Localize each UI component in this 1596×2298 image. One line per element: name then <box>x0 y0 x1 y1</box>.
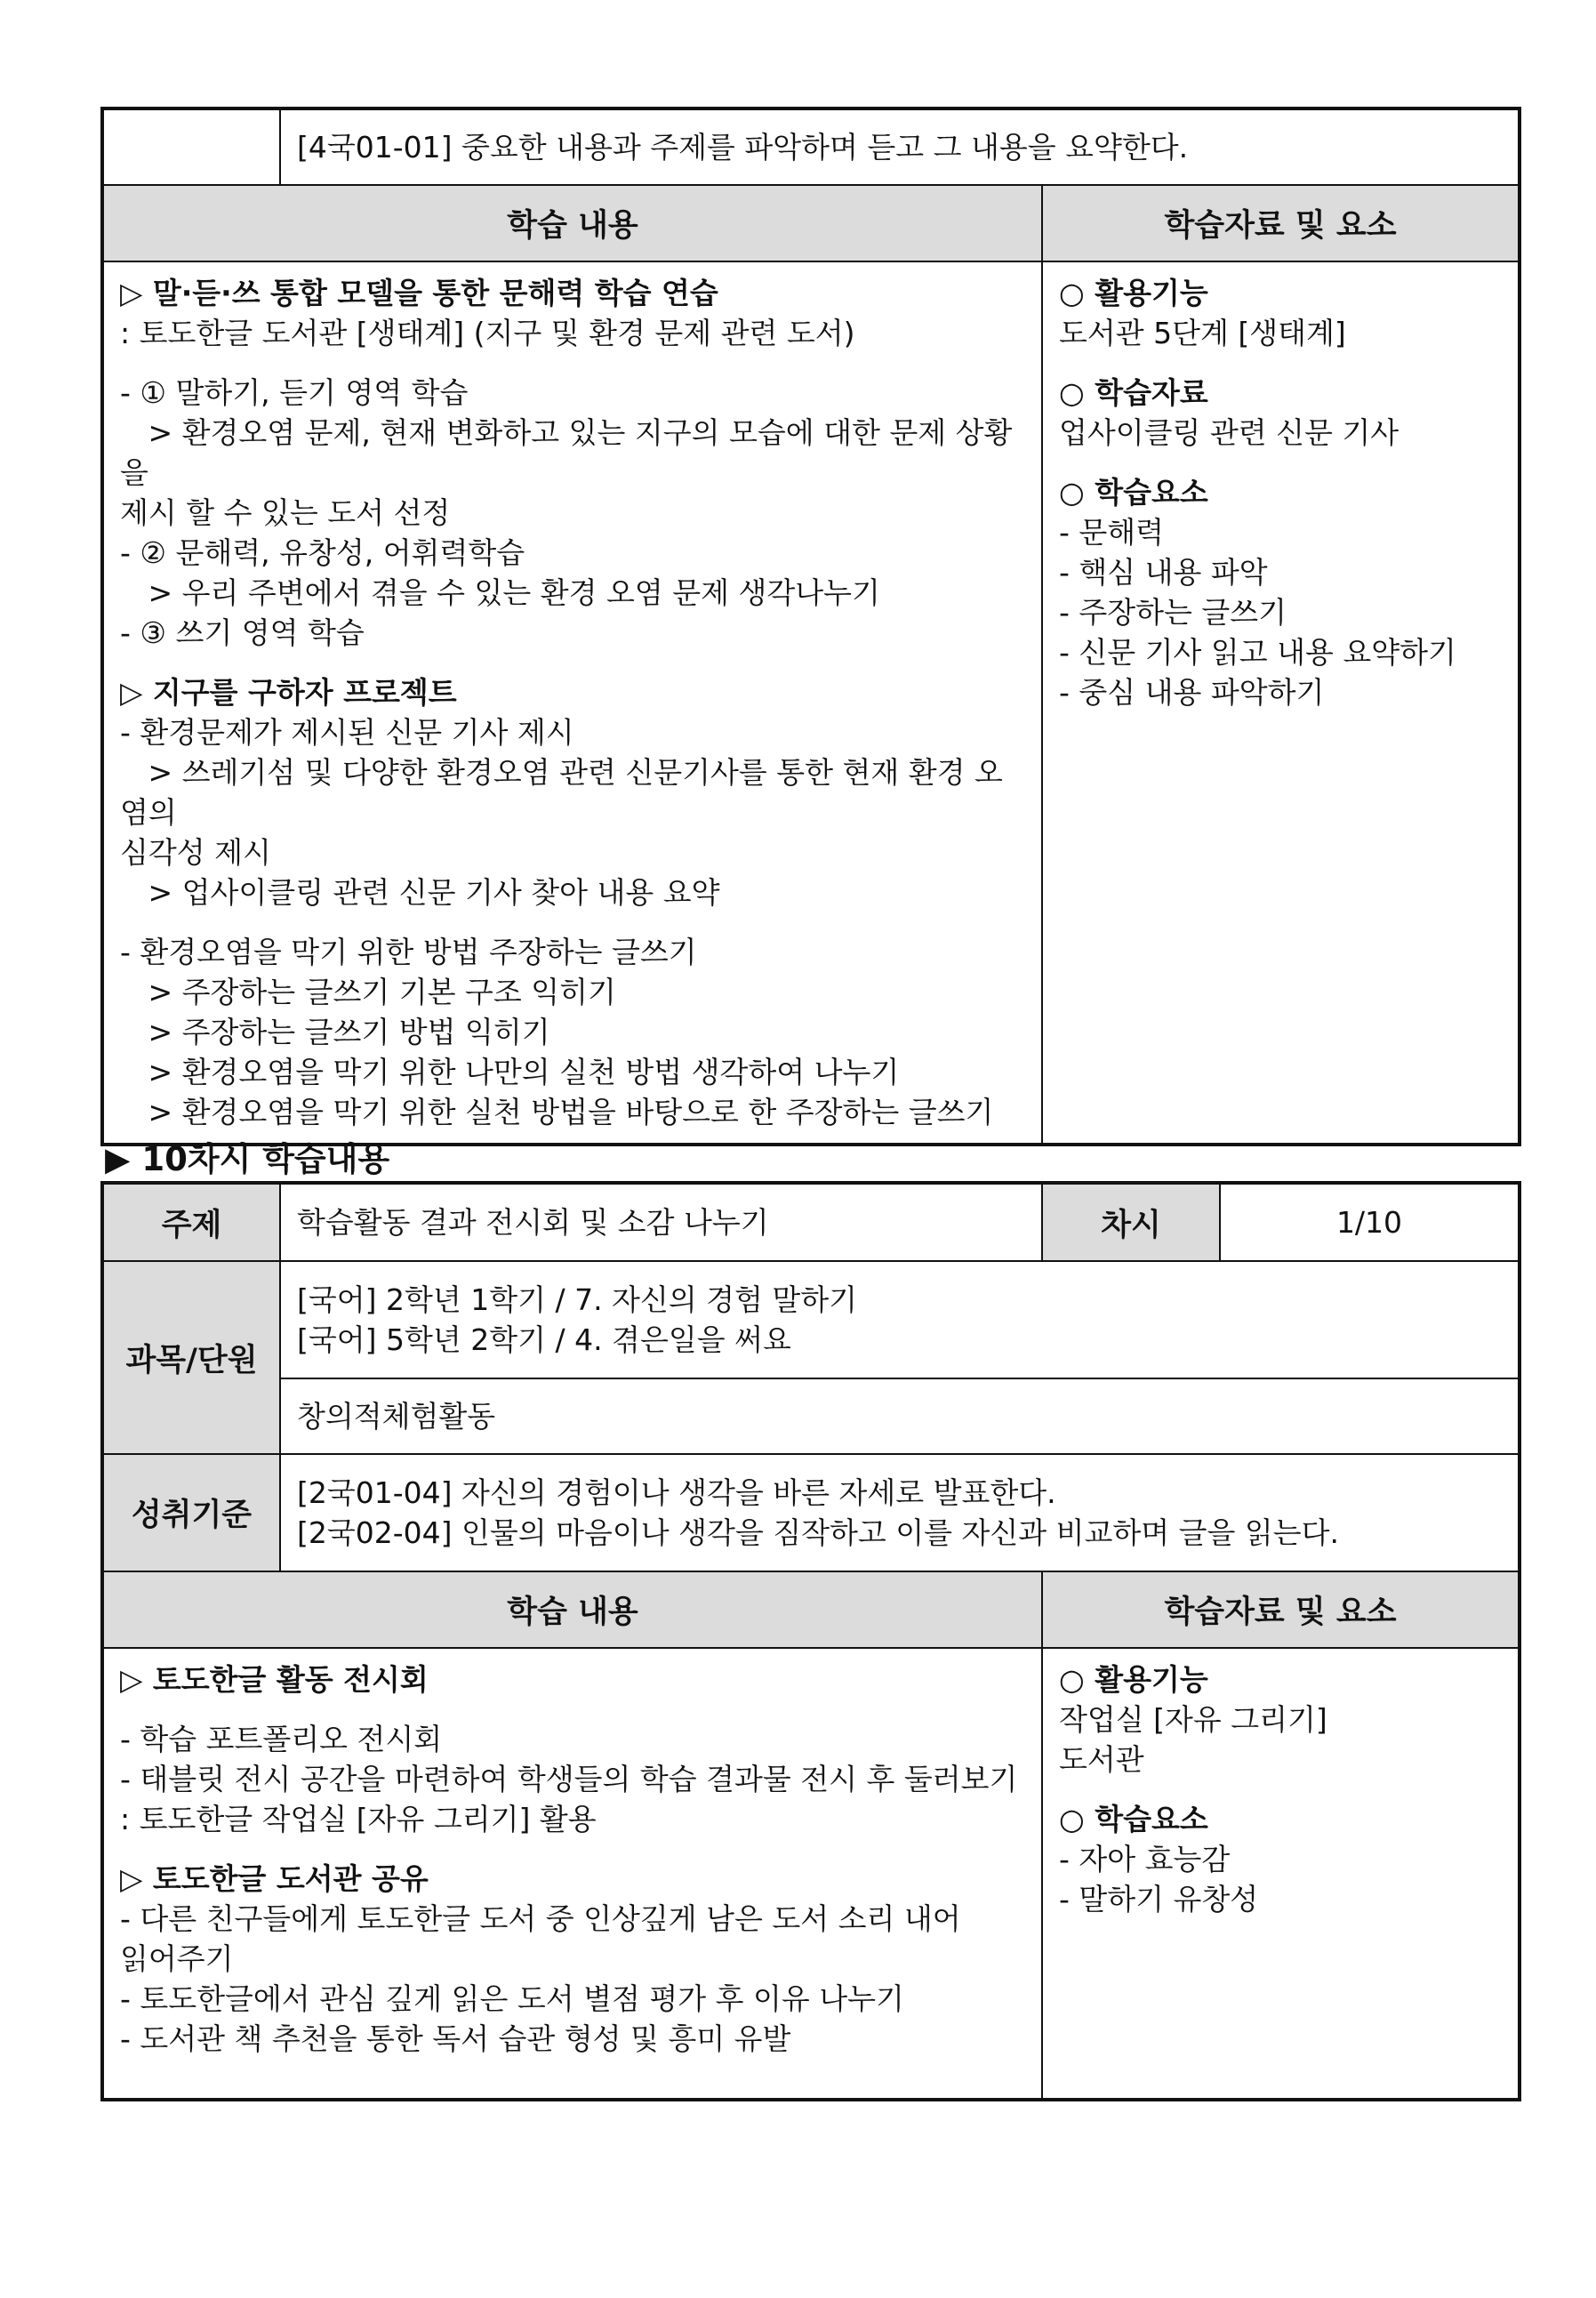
content-line: - 환경문제가 제시된 신문 기사 제시 <box>120 715 574 750</box>
section-title: ○ 학습요소 <box>1059 1802 1208 1836</box>
content-line: 심각성 제시 <box>120 835 271 870</box>
content-line: > 환경오염을 막기 위한 나만의 실천 방법 생각하여 나누기 <box>120 1055 900 1089</box>
topic-value: 학습활동 결과 전시회 및 소감 나누기 <box>297 1205 769 1240</box>
content-line: - 문해력 <box>1059 515 1165 550</box>
header-learning-content: 학습 내용 <box>102 1571 1042 1648</box>
standard-line-1: [2국01-04] 자신의 경험이나 생각을 바른 자세로 발표한다. <box>297 1475 1056 1510</box>
content-line: 도서관 5단계 [생태계] <box>1059 316 1346 350</box>
content-line: - ① 말하기, 듣기 영역 학습 <box>120 375 469 410</box>
learning-content-cell <box>102 261 1042 1145</box>
section-title: ▷ 토도한글 활동 전시회 <box>120 1662 429 1697</box>
content-line: - 중심 내용 파악하기 <box>1059 675 1325 710</box>
lesson-table-10 <box>100 1181 1521 2101</box>
lesson-table-9 <box>100 107 1521 1146</box>
content-line: > 업사이클링 관련 신문 기사 찾아 내용 요약 <box>120 875 720 910</box>
empty-label-cell <box>102 108 280 185</box>
topic-label: 주제 <box>102 1183 280 1261</box>
session-label: 차시 <box>1042 1183 1220 1261</box>
header-learning-materials: 학습자료 및 요소 <box>1042 1571 1520 1648</box>
standard-label: 성취기준 <box>102 1454 280 1571</box>
section-title: ○ 활용기능 <box>1059 1662 1208 1697</box>
learning-materials-list <box>1043 262 1518 723</box>
section-title: ○ 학습요소 <box>1059 475 1208 510</box>
content-line: - 말하기 유창성 <box>1059 1882 1259 1916</box>
achievement-standard: [4국01-01] 중요한 내용과 주제를 파악하며 듣고 그 내용을 요약한다. <box>297 130 1189 165</box>
spacer <box>120 653 1025 672</box>
subject-value-cell <box>280 1261 1520 1378</box>
learning-materials-cell <box>1042 261 1520 1145</box>
content-line: > 환경오염 문제, 현재 변화하고 있는 지구의 모습에 대한 문제 상황을 <box>120 415 1013 490</box>
spacer <box>120 912 1025 932</box>
content-line: > 환경오염을 막기 위한 실천 방법을 바탕으로 한 주장하는 글쓰기 <box>120 1095 994 1129</box>
content-line: - 주장하는 글쓰기 <box>1059 595 1287 630</box>
subject-extra-cell <box>280 1378 1520 1454</box>
learning-content-list <box>104 1649 1041 2069</box>
topic-value-cell <box>280 1183 1042 1261</box>
header-learning-content: 학습 내용 <box>102 185 1042 261</box>
content-line: - 핵심 내용 파악 <box>1059 555 1268 590</box>
header-learning-materials: 학습자료 및 요소 <box>1042 185 1520 261</box>
session-value: 1/10 <box>1220 1183 1520 1261</box>
section-title: ▷ 말·듣·쓰 통합 모델을 통한 문해력 학습 연습 <box>120 276 718 310</box>
content-line: : 토도한글 도서관 [생태계] (지구 및 환경 문제 관련 도서) <box>120 316 855 350</box>
achievement-standard-cell <box>280 108 1520 185</box>
standard-value-cell <box>280 1454 1520 1571</box>
learning-content-cell <box>102 1648 1042 2100</box>
subject-label: 과목/단원 <box>102 1261 280 1454</box>
learning-materials-cell <box>1042 1648 1520 2100</box>
section-title: ○ 활용기능 <box>1059 276 1208 310</box>
spacer <box>120 1699 1025 1719</box>
content-line: - 환경오염을 막기 위한 방법 주장하는 글쓰기 <box>120 935 697 969</box>
content-line: - ③ 쓰기 영역 학습 <box>120 615 365 650</box>
content-line: - 태블릿 전시 공간을 마련하여 학생들의 학습 결과물 전시 후 둘러보기 <box>120 1762 1018 1796</box>
learning-content-list <box>104 262 1041 1143</box>
spacer <box>1059 453 1502 472</box>
subject-extra: 창의적체험활동 <box>297 1399 496 1434</box>
content-line: - 다른 친구들에게 토도한글 도서 중 인상깊게 남은 도서 소리 내어 <box>120 1901 961 1936</box>
content-line: - 신문 기사 읽고 내용 요약하기 <box>1059 635 1456 670</box>
content-line: - 도서관 책 추천을 통한 독서 습관 형성 및 흥미 유발 <box>120 2021 791 2056</box>
section-heading: ▶ 10차시 학습내용 <box>105 1140 390 1178</box>
content-line: 제시 할 수 있는 도서 선정 <box>120 495 451 530</box>
content-line: : 토도한글 작업실 [자유 그리기] 활용 <box>120 1802 597 1836</box>
spacer <box>1059 1780 1502 1799</box>
spacer <box>120 1839 1025 1859</box>
content-line: - ② 문해력, 유창성, 어휘력학습 <box>120 535 525 570</box>
content-line: 작업실 [자유 그리기] <box>1059 1702 1327 1737</box>
content-line: 읽어주기 <box>120 1941 234 1976</box>
spacer <box>120 353 1025 373</box>
content-line: 업사이클링 관련 신문 기사 <box>1059 415 1400 450</box>
content-line: - 자아 효능감 <box>1059 1842 1231 1876</box>
content-line: > 주장하는 글쓰기 기본 구조 익히기 <box>120 975 616 1009</box>
content-line: - 학습 포트폴리오 전시회 <box>120 1722 443 1756</box>
section-title: ▷ 지구를 구하자 프로젝트 <box>120 675 457 710</box>
section-title: ○ 학습자료 <box>1059 375 1208 410</box>
standard-line-2: [2국02-04] 인물의 마음이나 생각을 짐작하고 이를 자신과 비교하며 글을 읽는다. <box>297 1515 1339 1550</box>
content-line: > 주장하는 글쓰기 방법 익히기 <box>120 1015 550 1049</box>
subject-line-2: [국어] 5학년 2학기 / 4. 겪은일을 써요 <box>297 1322 791 1357</box>
learning-materials-list <box>1043 1649 1518 1930</box>
content-line: - 토도한글에서 관심 깊게 읽은 도서 별점 평가 후 이유 나누기 <box>120 1981 904 2016</box>
content-line: > 우리 주변에서 겪을 수 있는 환경 오염 문제 생각나누기 <box>120 575 880 610</box>
content-line: > 쓰레기섬 및 다양한 환경오염 관련 신문기사를 통한 현재 환경 오염의 <box>120 755 1003 830</box>
section-title: ▷ 토도한글 도서관 공유 <box>120 1861 429 1896</box>
spacer <box>1059 353 1502 373</box>
subject-line-1: [국어] 2학년 1학기 / 7. 자신의 경험 말하기 <box>297 1282 858 1317</box>
content-line: 도서관 <box>1059 1742 1144 1777</box>
